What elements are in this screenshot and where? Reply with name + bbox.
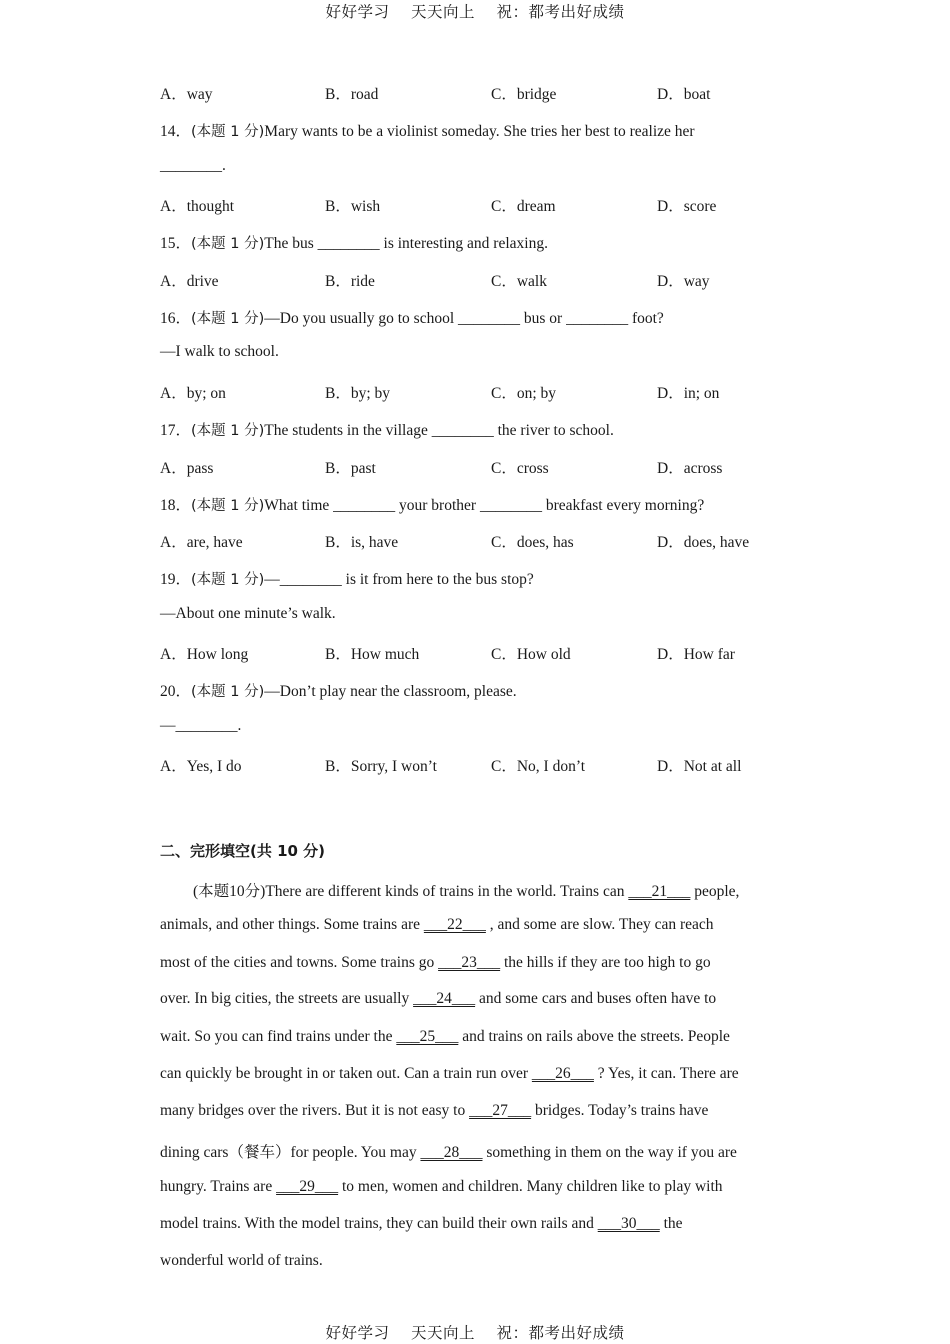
cloze-blank-21: ___21___ [628, 883, 691, 900]
option-b: B．road [325, 86, 379, 103]
option-a: A．by; on [160, 385, 226, 402]
option-c: C．No, I don’t [491, 758, 586, 775]
option-a: A．pass [160, 460, 214, 477]
footer-motto-3: 祝：都考出好成绩 [496, 1324, 625, 1342]
option-a: A．are, have [160, 534, 243, 551]
cloze-blank-30: ___30___ [597, 1215, 660, 1232]
question-stem: 15．(本题 1 分)The bus ________ is interesting and relaxing. [160, 235, 548, 252]
page-footer [0, 1321, 950, 1343]
option-d: D．Not at all [657, 758, 742, 775]
option-a: A．thought [160, 198, 235, 215]
question-continuation: ________. [160, 157, 226, 174]
option-d: D．How far [657, 646, 735, 663]
header-motto-1: 好好学习 [325, 3, 390, 21]
option-d: D．in; on [657, 385, 720, 402]
option-d: D．does, have [657, 534, 750, 551]
question-stem: 18．(本题 1 分)What time ________ your brother ________ breakfast every morning? [160, 497, 705, 514]
passage-line: wonderful world of trains. [160, 1252, 323, 1269]
option-b: B．past [325, 460, 376, 477]
option-b: B．Sorry, I won’t [325, 758, 437, 775]
option-a: A．Yes, I do [160, 758, 242, 775]
passage-line: over. In big cities, the streets are usually ___24___ and some cars and buses often have to [160, 990, 717, 1007]
question-stem: 14．(本题 1 分)Mary wants to be a violinist someday. She tries her best to realize her [160, 123, 695, 140]
passage-line: wait. So you can find trains under the ___25___ and trains on rails above the streets. People [160, 1028, 730, 1045]
passage-line: dining cars（餐车）for people. You may ___28___ something in them on the way if you are [160, 1144, 737, 1161]
question-continuation: —________. [160, 717, 242, 734]
header-motto-3: 祝：都考出好成绩 [496, 3, 625, 21]
question-continuation: —About one minute’s walk. [160, 605, 336, 622]
option-a: A．drive [160, 273, 219, 290]
passage-line: most of the cities and towns. Some trains go ___23___ the hills if they are too high to go [160, 954, 711, 971]
cloze-blank-22: ___22___ [423, 916, 486, 933]
option-a: A．How long [160, 646, 249, 663]
cloze-blank-25: ___25___ [396, 1028, 459, 1045]
cloze-blank-23: ___23___ [438, 954, 501, 971]
passage-line: (本题10分)There are different kinds of trains in the world. Trains can ___21___ people, [193, 883, 740, 900]
option-b: B．ride [325, 273, 375, 290]
passage-line: can quickly be brought in or taken out. Can a train run over ___26___ ? Yes, it can. There are [160, 1065, 739, 1082]
option-c: C．cross [491, 460, 549, 477]
question-continuation: —I walk to school. [160, 343, 279, 360]
option-c: C．dream [491, 198, 556, 215]
question-stem: 20．(本题 1 分)—Don’t play near the classroom, please. [160, 683, 517, 700]
option-c: C．How old [491, 646, 571, 663]
section-title: 二、完形填空(共 10 分) [160, 842, 326, 860]
question-stem: 16．(本题 1 分)—Do you usually go to school ________ bus or ________ foot? [160, 310, 664, 327]
cloze-blank-29: ___29___ [276, 1178, 339, 1195]
header-motto-2: 天天向上 [410, 3, 475, 21]
question-stem: 17．(本题 1 分)The students in the village ________ the river to school. [160, 422, 614, 439]
option-d: D．score [657, 198, 717, 215]
cloze-blank-24: ___24___ [413, 990, 476, 1007]
option-a: A．way [160, 86, 213, 103]
option-c: C．bridge [491, 86, 557, 103]
option-c: C．walk [491, 273, 547, 290]
footer-motto-2: 天天向上 [410, 1324, 475, 1342]
option-c: C．does, has [491, 534, 574, 551]
passage-line: many bridges over the rivers. But it is not easy to ___27___ bridges. Today’s trains have [160, 1102, 709, 1119]
option-b: B．by; by [325, 385, 391, 402]
passage-line: animals, and other things. Some trains are ___22___ , and some are slow. They can reach [160, 916, 714, 933]
option-d: D．way [657, 273, 710, 290]
option-d: D．boat [657, 86, 711, 103]
question-stem: 19．(本题 1 分)—________ is it from here to the bus stop? [160, 571, 534, 588]
cloze-blank-26: ___26___ [531, 1065, 594, 1082]
passage-line: hungry. Trains are ___29___ to men, women and children. Many children like to play with [160, 1178, 723, 1195]
option-c: C．on; by [491, 385, 557, 402]
cloze-blank-28: ___28___ [420, 1144, 483, 1161]
cloze-blank-27: ___27___ [469, 1102, 532, 1119]
option-b: B．wish [325, 198, 381, 215]
option-b: B．How much [325, 646, 420, 663]
page-header [0, 0, 950, 22]
passage-line: model trains. With the model trains, they can build their own rails and ___30___ the [160, 1215, 683, 1232]
option-d: D．across [657, 460, 723, 477]
footer-motto-1: 好好学习 [325, 1324, 390, 1342]
option-b: B．is, have [325, 534, 399, 551]
